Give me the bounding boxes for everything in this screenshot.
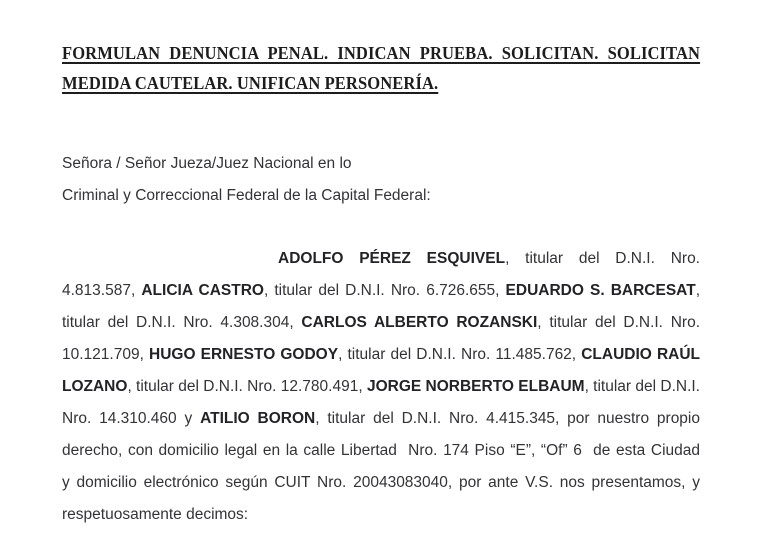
salutation-line-2: Criminal y Correccional Federal de la Capital Federal: — [62, 187, 431, 204]
document-title-line-1: FORMULAN DENUNCIA PENAL. INDICAN PRUEBA. SOLICITAN. SOLICITAN — [62, 43, 701, 63]
paragraph-text: , — [695, 282, 700, 299]
court-salutation — [62, 148, 702, 212]
paragraph-line — [62, 435, 700, 467]
paragraph-text: 4.813.587, — [62, 282, 142, 299]
document-title — [62, 39, 700, 98]
complainant-name: EDUARDO S. BARCESAT — [505, 282, 696, 299]
paragraph-line — [62, 467, 700, 499]
paragraph-text: Nro. 14.310.460 y — [62, 410, 201, 427]
paragraph-line — [62, 307, 700, 339]
complainant-name: ADOLFO PÉREZ ESQUIVEL — [278, 250, 506, 267]
complainant-name: LOZANO — [62, 378, 128, 395]
salutation-line-1: Señora / Señor Jueza/Juez Nacional en lo — [62, 155, 352, 172]
complaint-opening-paragraph — [62, 243, 700, 531]
paragraph-line — [62, 243, 700, 275]
paragraph-line — [62, 499, 700, 531]
complainant-name: CLAUDIO RAÚL — [581, 346, 700, 363]
paragraph-line — [62, 275, 700, 307]
paragraph-text: , titular del D.N.I. Nro. — [505, 250, 700, 267]
paragraph-text: titular del D.N.I. Nro. 4.308.304, — [62, 314, 302, 331]
complainant-name: JORGE NORBERTO ELBAUM — [366, 378, 585, 395]
paragraph-text: , titular del D.N.I. — [584, 378, 700, 395]
paragraph-line — [62, 403, 700, 435]
paragraph-text: , titular del D.N.I. Nro. 4.415.345, por nuestro propio — [315, 410, 700, 427]
complainant-name: CARLOS ALBERTO ROZANSKI — [301, 314, 538, 331]
complainant-name: ATILIO BORON — [200, 410, 316, 427]
paragraph-text: , titular del D.N.I. Nro. 6.726.655, — [263, 282, 506, 299]
complainant-name: ALICIA CASTRO — [141, 282, 264, 299]
paragraph-text: , titular del D.N.I. Nro. 12.780.491, — [127, 378, 367, 395]
complainant-name: HUGO ERNESTO GODOY — [149, 346, 339, 363]
paragraph-text: respetuosamente decimos: — [62, 506, 249, 523]
paragraph-text: derecho, con domicilio legal en la calle Libertad Nro. 174 Piso “E”, “Of” 6 de esta Ciudad — [62, 442, 700, 459]
paragraph-text: y domicilio electrónico según CUIT Nro. 20043083040, por ante V.S. nos presentamos, y — [62, 474, 700, 491]
paragraph-text: , titular del D.N.I. Nro. 11.485.762, — [338, 346, 582, 363]
paragraph-line — [62, 339, 700, 371]
paragraph-text: , titular del D.N.I. Nro. — [537, 314, 700, 331]
paragraph-line — [62, 371, 700, 403]
paragraph-text: 10.121.709, — [62, 346, 149, 363]
document-title-line-2: MEDIDA CAUTELAR. UNIFICAN PERSONERÍA. — [62, 72, 439, 93]
